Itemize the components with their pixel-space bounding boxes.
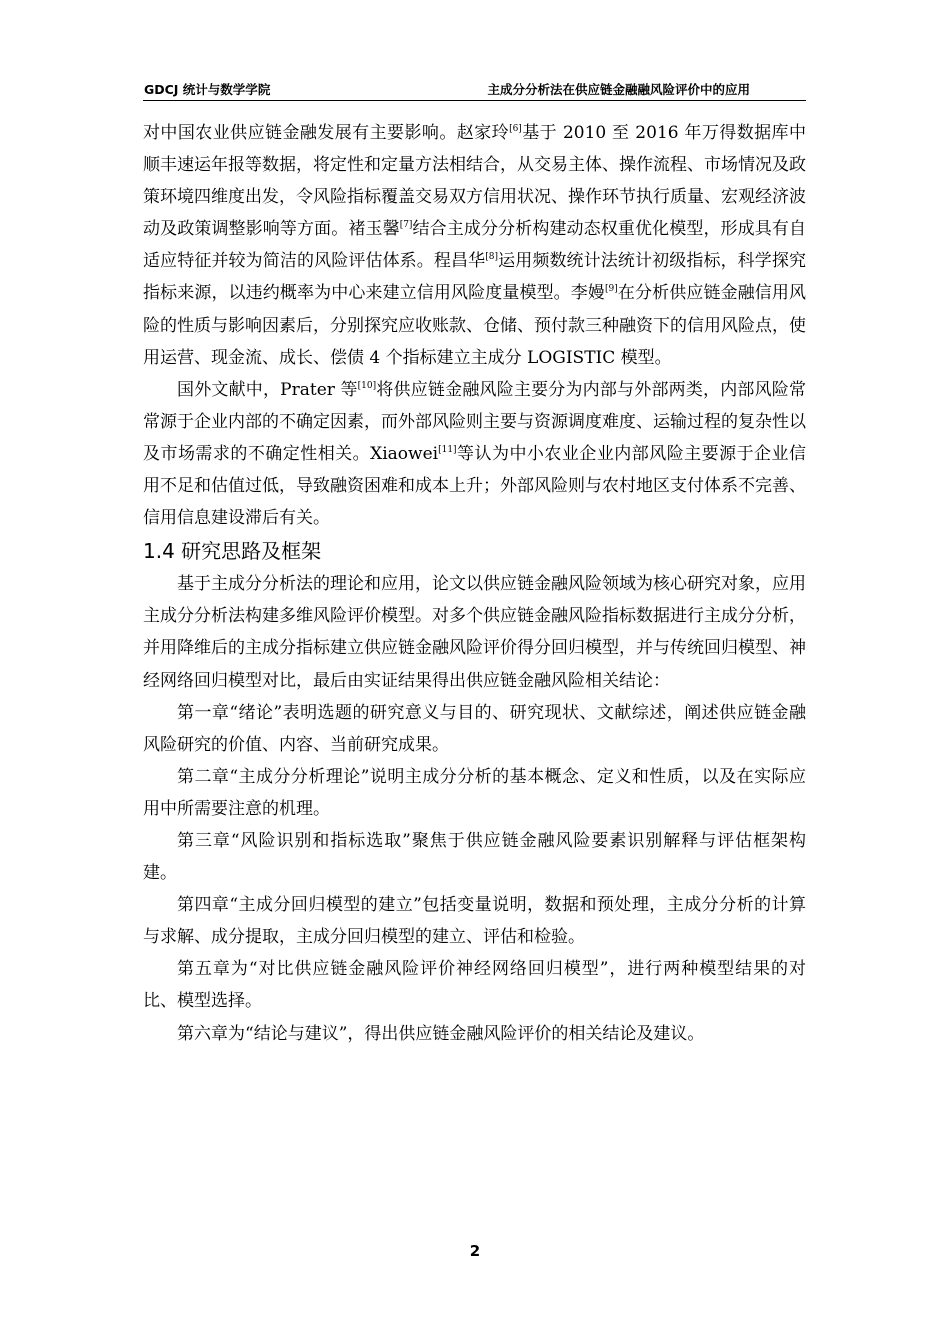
- page-body: [143, 117, 806, 1050]
- paragraph-chapter-5: 第五章为“对比供应链金融风险评价神经网络回归模型”，进行两种模型结果的对比、模型选择。: [143, 959, 806, 1012]
- citation-ref: [10]: [357, 380, 377, 391]
- paragraph-chapter-4: 第四章“主成分回归模型的建立”包括变量说明，数据和预处理，主成分分析的计算与求解、成分提取，主成分回归模型的建立、评估和检验。: [143, 895, 806, 948]
- paragraph-chapter-1: 第一章“绪论”表明选题的研究意义与目的、研究现状、文献综述，阐述供应链金融风险研究的价值、内容、当前研究成果。: [143, 702, 806, 755]
- paragraph-chapter-2: 第二章“主成分分析理论”说明主成分分析的基本概念、定义和性质，以及在实际应用中所需要注意的机理。: [143, 766, 806, 819]
- citation-ref: [6]: [509, 124, 522, 134]
- citation-ref: [8]: [485, 252, 498, 263]
- citation-ref: [7]: [399, 220, 413, 231]
- section-heading: 1.4 研究思路及框架: [143, 539, 322, 564]
- header-paper-title: 主成分分析法在供应链金融融风险评价中的应用: [487, 82, 750, 97]
- paragraph-foreign-literature: 国外文献中，Prater 等[10]将供应链金融风险主要分为内部与外部两类，内部风险常常源于企业内部的不确定因素，而外部风险则主要与资源调度难度、运输过程的复杂性以及市场需求的不确定性相关。Xiaowei[11]等认为中小农业企业内部风险主要源于企业信用不足和估值过低，导致融资困难和成本上升；外部风险则与农村地区支付体系不完善、信用信息建设滞后有关。: [143, 379, 806, 529]
- paragraph-chapter-3: 第三章“风险识别和指标选取”聚焦于供应链金融风险要素识别解释与评估框架构建。: [143, 830, 806, 884]
- paragraph-chapter-6: 第六章为“结论与建议”，得出供应链金融风险评价的相关结论及建议。: [177, 1023, 705, 1044]
- header-institution: GDCJ 统计与数学学院: [144, 82, 271, 97]
- page-number: 2: [469, 1242, 481, 1260]
- paragraph-research-overview: 基于主成分分析法的理论和应用，论文以供应链金融风险领域为核心研究对象，应用主成分分析法构建多维风险评价模型。对多个供应链金融风险指标数据进行主成分分析，并用降维后的主成分指标建立供应链金融风险评价得分回归模型，并与传统回归模型、神经网络回归模型对比，最后由实证结果得出供应链金融风险相关结论：: [143, 574, 806, 691]
- citation-ref: [9]: [605, 284, 618, 295]
- page-header: [143, 78, 806, 101]
- paragraph-domestic-literature: 对中国农业供应链金融发展有主要影响。赵家玲[6]基于 2010 至 2016 年万得数据库中顺丰速运年报等数据，将定性和定量方法相结合，从交易主体、操作流程、市场情况及政策环境四维度出发，令风险指标覆盖交易双方信用状况、操作环节执行质量、宏观经济波动及政策调整影响等方面。褚玉馨[7]结合主成分分析构建动态权重优化模型，形成具有自适应特征并较为简洁的风险评估体系。程昌华[8]运用频数统计法统计初级指标，科学探究指标来源，以违约概率为中心来建立信用风险度量模型。李嫚[9]在分析供应链金融信用风险的性质与影响因素后，分别探究应收账款、仓储、预付款三种融资下的信用风险点，使用运营、现金流、成长、偿债 4 个指标建立主成分 LOGISTIC 模型。: [143, 123, 807, 368]
- citation-ref: [11]: [438, 444, 457, 455]
